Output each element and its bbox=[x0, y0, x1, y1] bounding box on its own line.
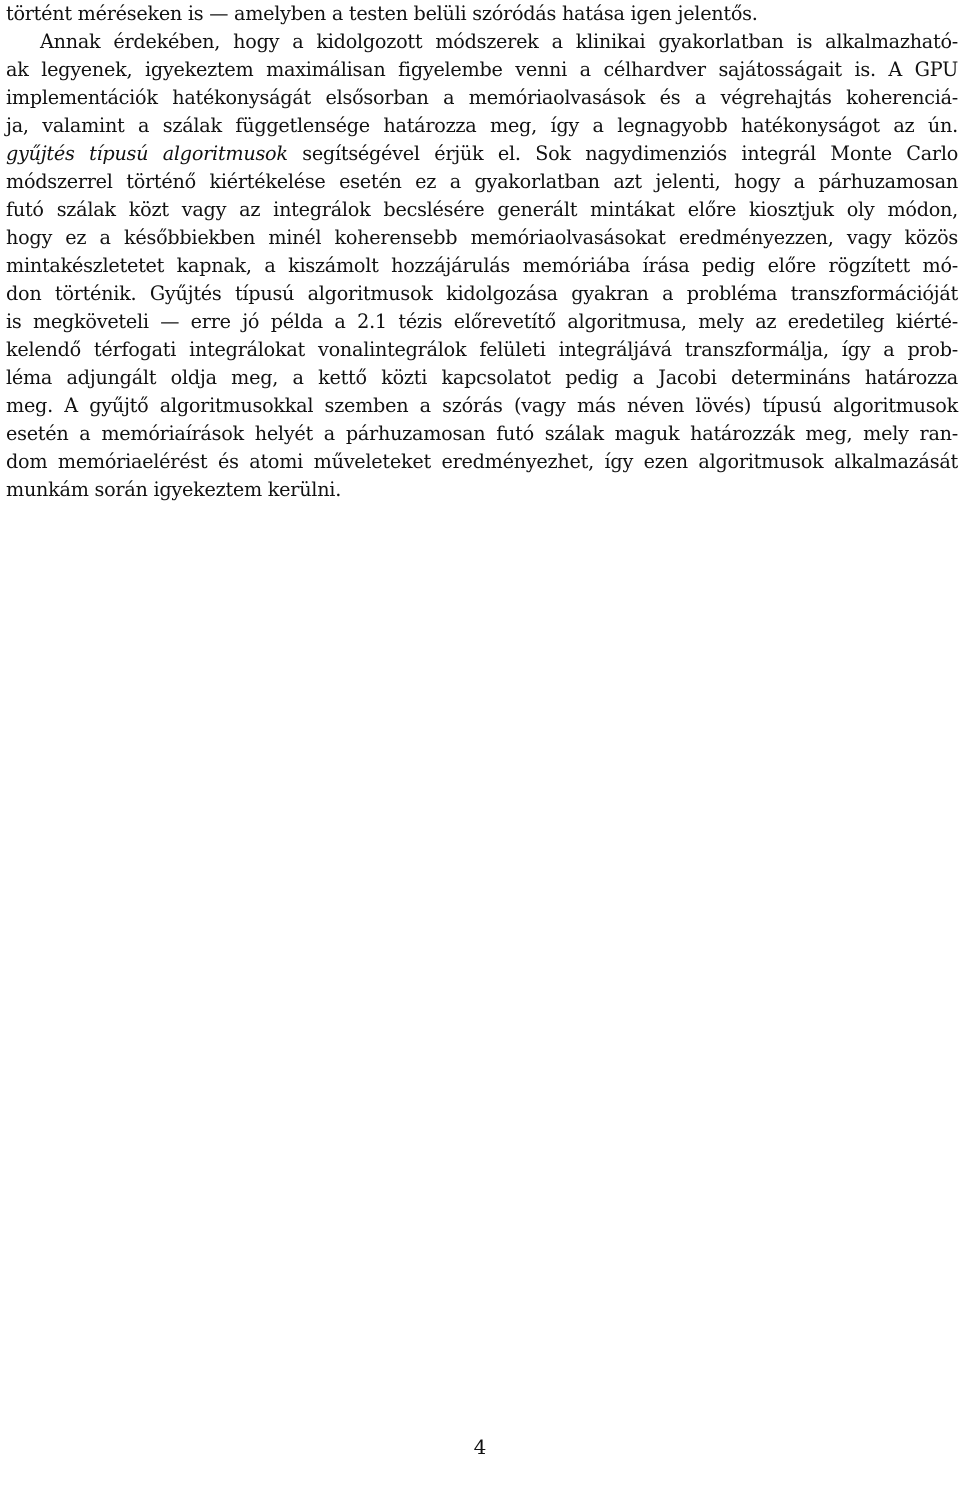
text-line-17: dom memóriaelérést és atomi műveleteket eredményezhet, így ezen algoritmusok alkalmazását bbox=[6, 450, 958, 473]
text-line-14: léma adjungált oldja meg, a kettő közti kapcsolatot pedig a Jacobi determináns határozza bbox=[6, 366, 958, 389]
text-line-4: implementációk hatékonyságát elsősorban a memóriaolvasások és a végrehajtás koherenciá- bbox=[6, 86, 958, 109]
text-line-13: kelendő térfogati integrálokat vonalintegrálok felületi integráljává transzformálja, így a prob- bbox=[6, 338, 958, 361]
text-line-15: meg. A gyűjtő algoritmusokkal szemben a szórás (vagy más néven lövés) típusú algoritmusok bbox=[6, 394, 958, 417]
text-line-11: don történik. Gyűjtés típusú algoritmusok kidolgozása gyakran a probléma transzformációját bbox=[6, 282, 958, 305]
text-line-9: hogy ez a későbbiekben minél koherensebb memóriaolvasásokat eredményezzen, vagy közös bbox=[6, 226, 958, 249]
text-line-12: is megköveteli — erre jó példa a 2.1 tézis előrevetítő algoritmusa, mely az eredetileg kiérté- bbox=[6, 310, 958, 333]
page-number: 4 bbox=[473, 1435, 487, 1459]
emphasis-term: gyűjtés típusú algoritmusok bbox=[6, 142, 288, 165]
text-line-6 bbox=[6, 140, 958, 168]
text-line-7: módszerrel történő kiértékelése esetén ez a gyakorlatban azt jelenti, hogy a párhuzamosan bbox=[6, 170, 958, 193]
text-line-8: futó szálak közt vagy az integrálok becslésére generált mintákat előre kiosztjuk oly módon, bbox=[6, 198, 958, 221]
text-line-10: mintakészletetet kapnak, a kiszámolt hozzájárulás memóriába írása pedig előre rögzített mó- bbox=[6, 254, 958, 277]
text-line-18: munkám során igyekeztem kerülni. bbox=[6, 478, 342, 501]
text-line-5: ja, valamint a szálak függetlensége határozza meg, így a legnagyobb hatékonyságot az ún. bbox=[6, 114, 958, 137]
text-line-6-rest: segítségével érjük el. Sok nagydimenziós integrál Monte Carlo bbox=[302, 142, 959, 165]
text-line-2: Annak érdekében, hogy a kidolgozott módszerek a klinikai gyakorlatban is alkalmazható- bbox=[40, 30, 958, 53]
text-line-16: esetén a memóriaírások helyét a párhuzamosan futó szálak maguk határozzák meg, mely ran- bbox=[6, 422, 958, 445]
text-line-3: ak legyenek, igyekeztem maximálisan figyelembe venni a célhardver sajátosságait is. A GPU bbox=[6, 58, 958, 81]
text-line-1: történt méréseken is — amelyben a testen belüli szóródás hatása igen jelentős. bbox=[6, 2, 758, 25]
